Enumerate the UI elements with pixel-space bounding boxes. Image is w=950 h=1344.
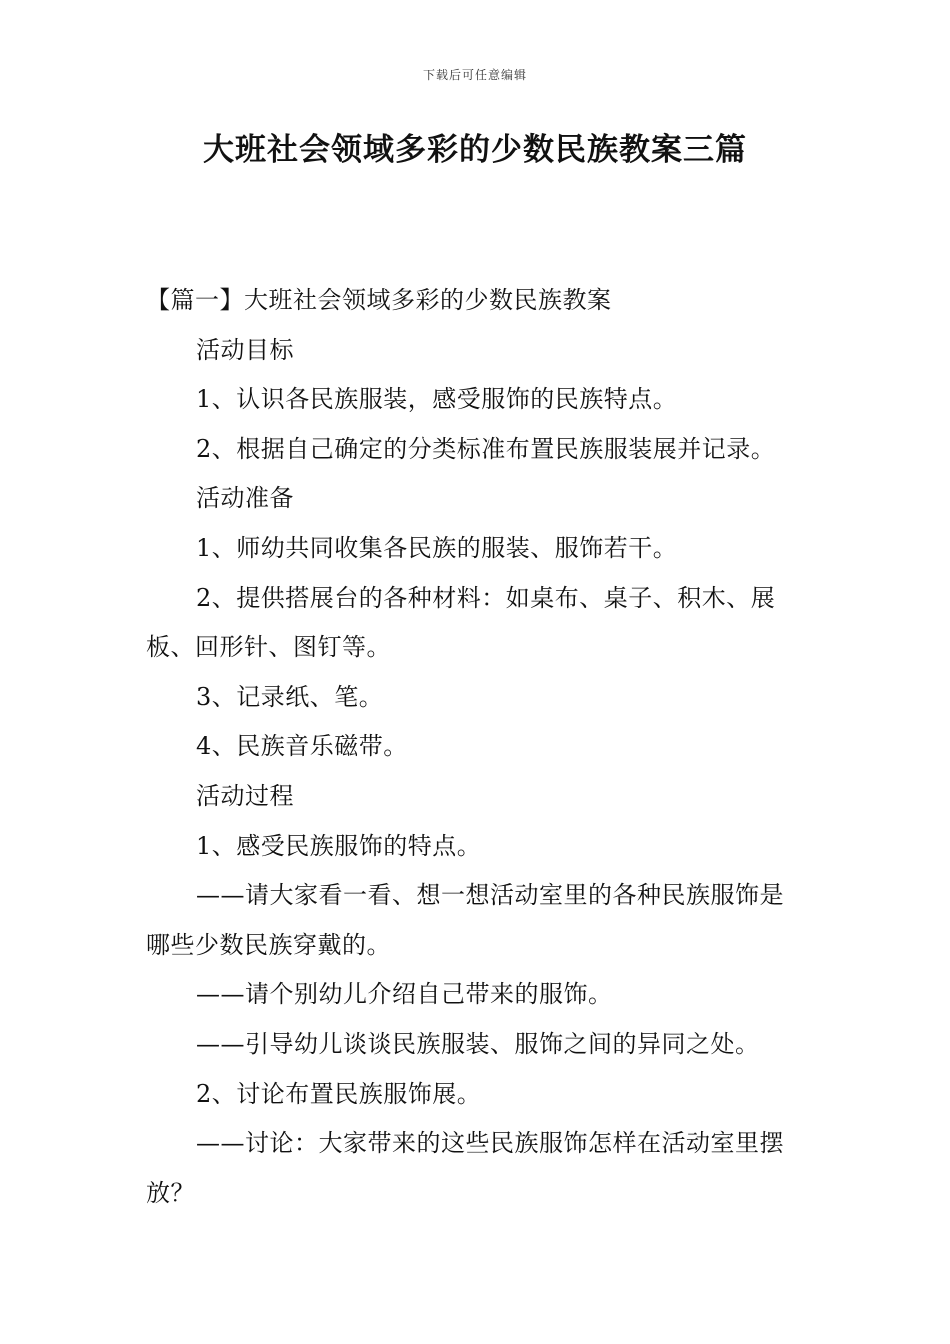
- paragraph: 1、感受民族服饰的特点。: [196, 831, 482, 860]
- subheading-activity-goals: 活动目标: [196, 335, 294, 364]
- document-title: 大班社会领域多彩的少数民族教案三篇: [203, 132, 747, 168]
- subheading-activity-preparation: 活动准备: [196, 484, 294, 513]
- paragraph: 2、根据自己确定的分类标准布置民族服装展并记录。: [196, 434, 776, 463]
- paragraph: 4、民族音乐磁带。: [196, 732, 408, 761]
- paragraph: ——请个别幼儿介绍自己带来的服饰。: [196, 980, 613, 1009]
- paragraph: 2、讨论布置民族服饰展。: [196, 1079, 482, 1108]
- document-body: [146, 276, 808, 1218]
- paragraph: ——讨论：大家带来的这些民族服饰怎样在活动室里摆放？: [146, 1129, 784, 1207]
- header-note: 下载后可任意编辑: [422, 68, 527, 82]
- section-heading: 【篇一】大班社会领域多彩的少数民族教案: [146, 286, 612, 314]
- paragraph: 1、师幼共同收集各民族的服装、服饰若干。: [196, 533, 678, 562]
- paragraph: 1、认识各民族服装，感受服饰的民族特点。: [196, 385, 678, 414]
- subheading-activity-process: 活动过程: [196, 781, 294, 810]
- paragraph: ——请大家看一看、想一想活动室里的各种民族服饰是哪些少数民族穿戴的。: [146, 881, 784, 959]
- paragraph: 3、记录纸、笔。: [196, 682, 384, 711]
- paragraph: 2、提供搭展台的各种材料：如桌布、桌子、积木、展板、回形针、图钉等。: [146, 583, 776, 662]
- paragraph: ——引导幼儿谈谈民族服装、服饰之间的异同之处。: [196, 1029, 760, 1058]
